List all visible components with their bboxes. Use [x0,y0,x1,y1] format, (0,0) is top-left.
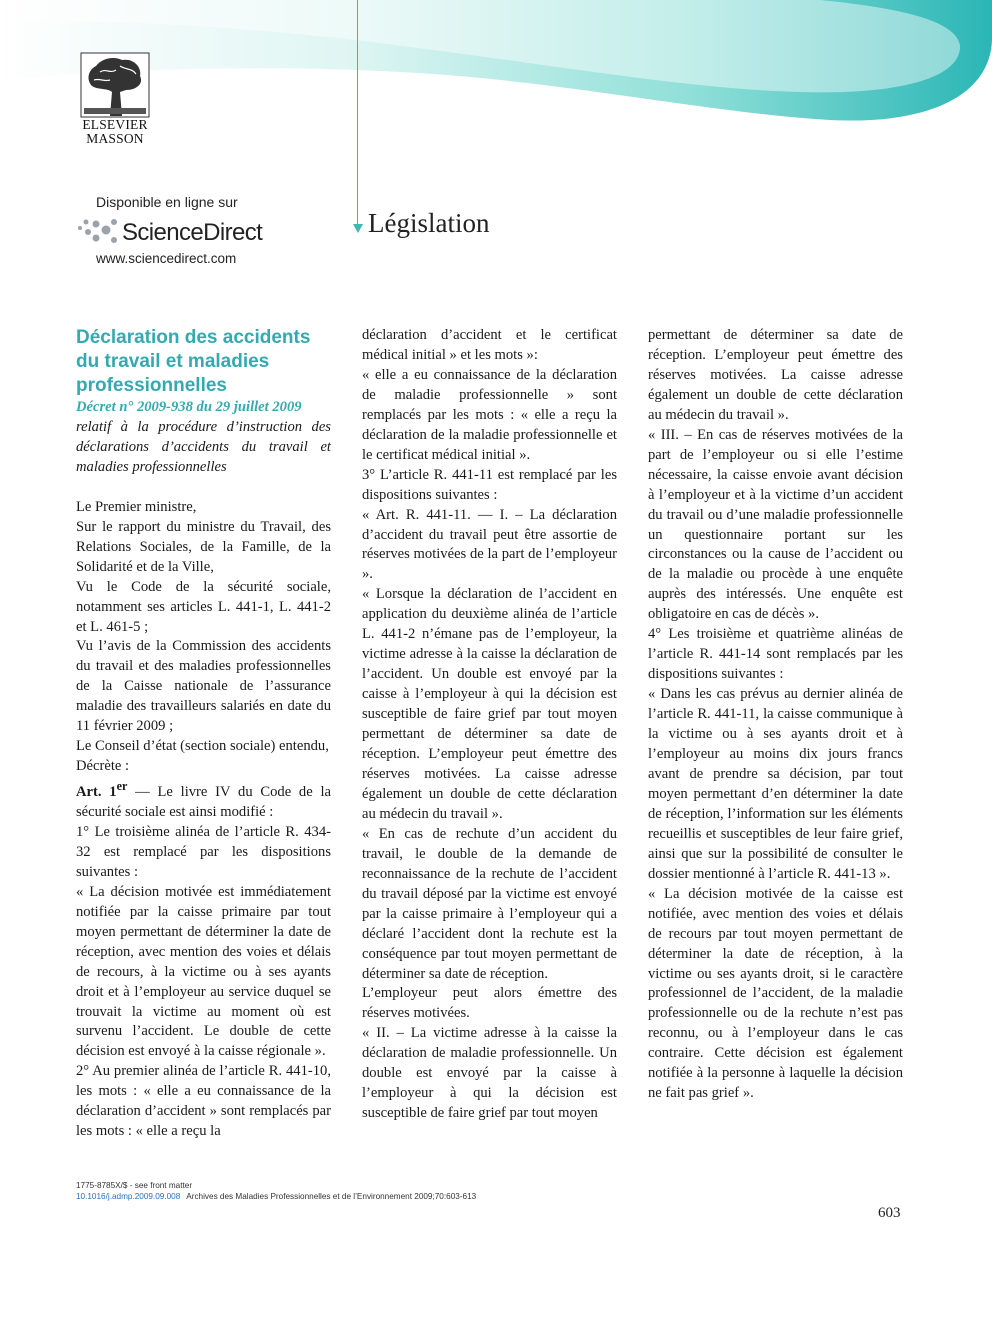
text-column-1 [76,326,331,1142]
paragraph: Sur le rapport du ministre du Travail, des Relations Sociales, de la Famille, de la Solidarité et de la Ville, [76,518,331,575]
sciencedirect-wordmark: ScienceDirect [122,219,263,246]
footer-info [76,1181,476,1202]
paragraph: Vu l’avis de la Commission des accidents du travail et des maladies professionnelles de la Caisse nationale de l’assurance maladie des travailleurs salariés en date du 11 février 2009 ; [76,638,331,735]
header-divider-line [357,0,358,224]
text-column-3 [648,326,903,1104]
decree-reference: Décret n° 2009-938 du 29 juillet 2009 [76,399,302,415]
doi-link[interactable]: 10.1016/j.admp.2009.09.008 [76,1191,181,1201]
arrow-down-icon [352,222,364,234]
paragraph: Le Conseil d’état (section sociale) entendu, [76,738,329,755]
paragraph: « Dans les cas prévus au dernier alinéa de l’article R. 441-11, la caisse communique à la victime ou à ses ayants droit et à l’employeur au moins dix jours francs avant de prendre sa décision, par tout moyen permettant d’en déterminer la date de réception, l’information sur les éléments recueillis et susceptibles de leur faire grief, ainsi que sur la possibilité de consulter le dossier mentionné à l’article R. 441-13 ». [648,686,903,882]
text-column-2 [362,326,617,1124]
publisher-name-line1: ELSEVIER [82,117,148,132]
paragraph: 1° Le troisième alinéa de l’article R. 434-32 est remplacé par les dispositions suivantes : [76,823,331,880]
elsevier-tree-icon [80,52,150,118]
paragraph: « Art. R. 441-11. — I. – La déclaration d’accident du travail peut être assortie de réserves motivées de la part de l’employeur ». [362,506,617,583]
paragraph: déclaration d’accident et le certificat médical initial » et les mots »: [362,327,617,363]
paragraph: « La décision motivée est immédiatement notifiée par la caisse primaire par tout moyen permettant de déterminer la date de réception, avec mention des voies et délais de recours, à la victime ou à ses ayants droit et à l’employeur au service duquel se trouvait la victime au moment où est survenu l’accident. Le double de cette décision est envoyé à la caisse régionale ». [76,883,331,1060]
article-title: Déclaration des accidents du travail et maladies professionnelles [76,327,311,396]
sciencedirect-dots-icon [76,214,122,248]
publisher-name-line2: MASSON [86,131,144,146]
page-number: 603 [878,1205,901,1221]
issn-line: 1775-8785X/$ - see front matter [76,1181,193,1190]
paragraph: Le Premier ministre, [76,498,197,515]
paragraph: 2° Au premier alinéa de l’article R. 441-10, les mots : « elle a eu connaissance de la déclaration d’accident » sont remplacés par les mots : « elle a reçu la [76,1063,331,1140]
sciencedirect-url: www.sciencedirect.com [96,251,237,266]
paragraph: « II. – La victime adresse à la caisse la déclaration de maladie professionnelle. Un double est envoyé par la caisse à l’employeur à qui la décision est susceptible de faire grief par tout moyen [362,1025,617,1122]
paragraph: « La décision motivée de la caisse est notifiée, avec mention des voies et délais de recours par tout moyen permettant de déterminer la date de réception, à la victime ou ses ayants droit, si le caractère professionnel de l’accident, de la maladie professionnelle ou de la rechute n’est pas reconnu, ou à l’employeur dans le cas contraire. Cette décision est également notifiée à la personne à laquelle la décision ne fait pas grief ». [648,885,903,1102]
paragraph: 4° Les troisième et quatrième alinéas de l’article R. 441-14 sont remplacés par les dispositions suivantes : [648,626,903,683]
paragraph: permettant de déterminer sa date de réception. L’employeur peut émettre des réserves motivées. La caisse adresse également un double de cette déclaration au médecin du travail ». [648,327,903,423]
citation-line [76,1192,476,1203]
paragraph: Vu le Code de la sécurité sociale, notamment ses articles L. 441-1, L. 441-2 et L. 461-5 ; [76,578,331,635]
section-rubric: Législation [368,208,490,238]
paragraph: Décrète : [76,758,130,775]
available-online-text: Disponible en ligne sur [96,194,238,210]
publisher-logo [74,52,156,146]
paragraph: « III. – En cas de réserves motivées de la part de l’employeur ou si elle l’estime nécessaire, la caisse envoie avant décision à l’employeur et à la victime d’un accident du travail ou d’une maladie professionnelle un questionnaire portant sur les circonstances ou la cause de l’accident ou de la maladie ou procède à une enquête auprès des intéressés. Une enquête est obligatoire en cas de décès ». [648,426,903,623]
paragraph: 3° L’article R. 441-11 est remplacé par les dispositions suivantes : [362,466,617,503]
article-label: Art. 1er [76,779,128,801]
article-subtitle: relatif à la procédure d’instruction des déclarations d’accidents du travail et maladies professionnelles [76,418,331,475]
paragraph: L’employeur peut alors émettre des réserves motivées. [362,985,617,1022]
article-1-paragraph: Art. 1er — Le livre IV du Code de la sécurité sociale est ainsi modifié : [76,779,331,820]
paragraph: « elle a eu connaissance de la déclaration de maladie professionnelle » sont remplacés par les mots : « elle a reçu la déclaration de la maladie professionnelle et le certificat médical initial ». [362,366,617,463]
paragraph: « En cas de rechute d’un accident du travail, le double de la demande de reconnaissance de la rechute de l’accident du travail déposé par la victime est envoyé par la caisse primaire à l’employeur qui a déclaré l’accident dont la rechute est la conséquence par tout moyen permettant de déterminer sa date de réception. [362,825,617,982]
journal-citation: Archives des Maladies Professionnelles et de l’Environnement 2009;70:603-613 [186,1191,477,1201]
paragraph: « Lorsque la déclaration de l’accident en application du deuxième alinéa de l’article L. 441-2 n’émane pas de l’employeur, la victime adresse à la caisse la déclaration de l’accident. Un double est envoyé par la caisse à l’employeur à qui la décision est susceptible de faire grief par tout moyen permettant de déterminer sa date de réception. L’employeur peut émettre des réserves motivées. La caisse adresse également un double de cette déclaration au médecin du travail ». [362,586,617,822]
